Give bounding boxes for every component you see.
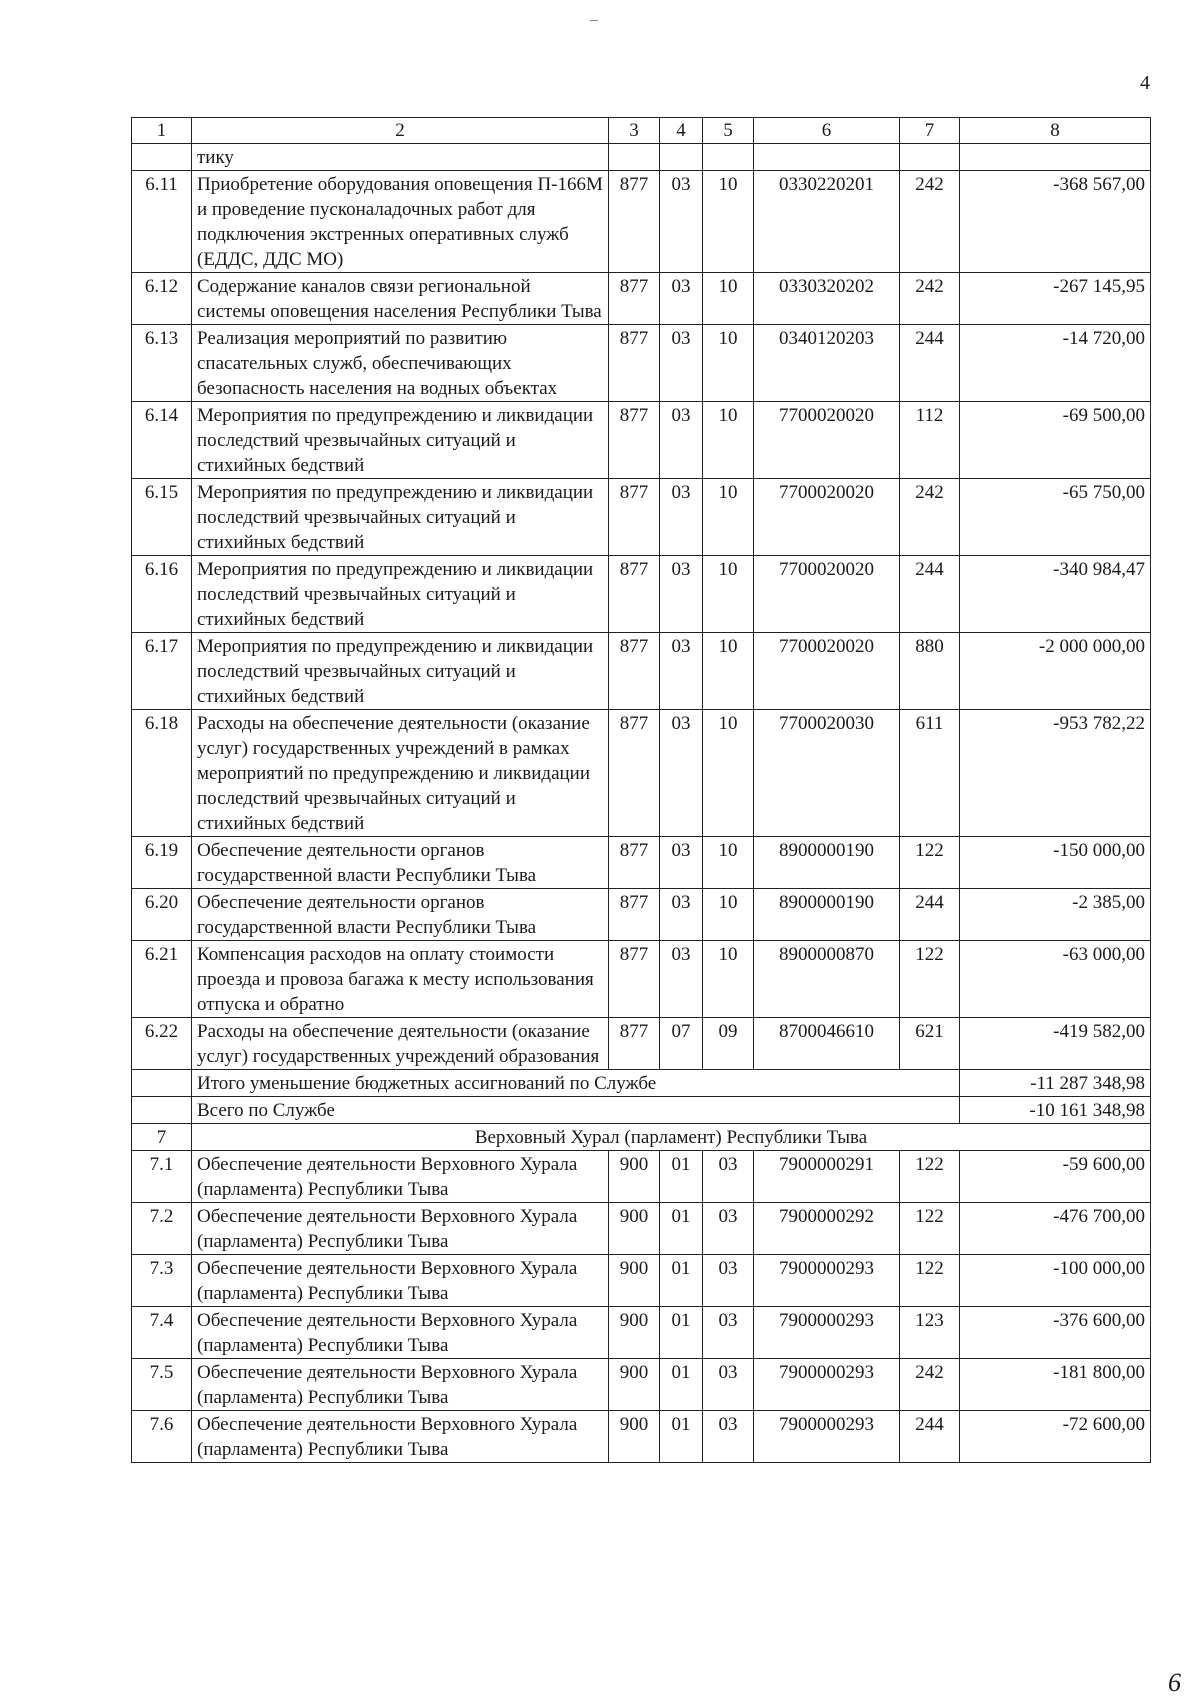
row-subsection-code: 03 <box>703 1307 754 1359</box>
table-row <box>132 837 1151 889</box>
row-amount: -181 800,00 <box>960 1359 1151 1411</box>
row-subsection-code: 10 <box>703 325 754 402</box>
table-row <box>132 1151 1151 1203</box>
row-ministry-code: 900 <box>609 1255 660 1307</box>
row-target-code: 8900000870 <box>754 941 900 1018</box>
row-target-code: 7900000291 <box>754 1151 900 1203</box>
row-section-code: 03 <box>660 837 703 889</box>
row-amount: -376 600,00 <box>960 1307 1151 1359</box>
row-expense-type: 122 <box>900 1151 960 1203</box>
row-ministry-code: 877 <box>609 402 660 479</box>
header-cell: 5 <box>703 118 754 144</box>
section-number: 7 <box>132 1124 192 1151</box>
row-section-code: 03 <box>660 556 703 633</box>
row-number: 6.20 <box>132 889 192 941</box>
row-description: Содержание каналов связи региональной системы оповещения населения Республики Тыва <box>192 273 609 325</box>
row-section-code: 03 <box>660 710 703 837</box>
empty-cell <box>703 144 754 171</box>
row-section-code: 03 <box>660 402 703 479</box>
table-row <box>132 1203 1151 1255</box>
empty-cell <box>609 144 660 171</box>
row-subsection-code: 03 <box>703 1203 754 1255</box>
row-subsection-code: 03 <box>703 1151 754 1203</box>
row-target-code: 7900000293 <box>754 1359 900 1411</box>
row-expense-type: 122 <box>900 837 960 889</box>
table-row <box>132 1411 1151 1463</box>
row-subsection-code: 10 <box>703 941 754 1018</box>
row-section-code: 01 <box>660 1411 703 1463</box>
row-subsection-code: 10 <box>703 171 754 273</box>
section-title: Верховный Хурал (парламент) Республики Тыва <box>192 1124 1151 1151</box>
row-number: 6.21 <box>132 941 192 1018</box>
row-amount: -340 984,47 <box>960 556 1151 633</box>
row-amount: -2 000 000,00 <box>960 633 1151 710</box>
row-expense-type: 244 <box>900 556 960 633</box>
row-section-code: 01 <box>660 1255 703 1307</box>
table-row <box>132 325 1151 402</box>
row-target-code: 7900000293 <box>754 1255 900 1307</box>
row-amount: -69 500,00 <box>960 402 1151 479</box>
row-ministry-code: 900 <box>609 1203 660 1255</box>
row-target-code: 8700046610 <box>754 1018 900 1070</box>
row-section-code: 03 <box>660 325 703 402</box>
row-subsection-code: 10 <box>703 402 754 479</box>
row-description: Обеспечение деятельности Верховного Хурала (парламента) Республики Тыва <box>192 1359 609 1411</box>
row-target-code: 7900000293 <box>754 1307 900 1359</box>
row-description: Обеспечение деятельности Верховного Хурала (парламента) Республики Тыва <box>192 1203 609 1255</box>
row-ministry-code: 877 <box>609 889 660 941</box>
row-amount: -59 600,00 <box>960 1151 1151 1203</box>
row-ministry-code: 877 <box>609 710 660 837</box>
row-expense-type: 621 <box>900 1018 960 1070</box>
row-ministry-code: 900 <box>609 1151 660 1203</box>
row-amount: -953 782,22 <box>960 710 1151 837</box>
row-description: Мероприятия по предупреждению и ликвидации последствий чрезвычайных ситуаций и стихийных бедствий <box>192 633 609 710</box>
total-all-value: -10 161 348,98 <box>960 1097 1151 1124</box>
empty-cell <box>960 144 1151 171</box>
row-subsection-code: 09 <box>703 1018 754 1070</box>
row-ministry-code: 877 <box>609 325 660 402</box>
row-section-code: 03 <box>660 941 703 1018</box>
table-row <box>132 941 1151 1018</box>
header-cell: 3 <box>609 118 660 144</box>
row-number: 7.5 <box>132 1359 192 1411</box>
row-subsection-code: 10 <box>703 479 754 556</box>
header-cell: 2 <box>192 118 609 144</box>
row-expense-type: 244 <box>900 1411 960 1463</box>
row-amount: -63 000,00 <box>960 941 1151 1018</box>
row-number: 6.13 <box>132 325 192 402</box>
row-amount: -100 000,00 <box>960 1255 1151 1307</box>
row-number: 6.18 <box>132 710 192 837</box>
row-expense-type: 242 <box>900 273 960 325</box>
row-section-code: 07 <box>660 1018 703 1070</box>
row-description: Обеспечение деятельности органов государственной власти Республики Тыва <box>192 837 609 889</box>
row-description: Расходы на обеспечение деятельности (оказание услуг) государственных учреждений образования <box>192 1018 609 1070</box>
row-ministry-code: 900 <box>609 1307 660 1359</box>
row-subsection-code: 10 <box>703 556 754 633</box>
continuation-row <box>132 144 1151 171</box>
row-number: 6.11 <box>132 171 192 273</box>
row-expense-type: 244 <box>900 325 960 402</box>
row-target-code: 7900000292 <box>754 1203 900 1255</box>
header-cell: 6 <box>754 118 900 144</box>
empty-cell <box>132 1097 192 1124</box>
row-section-code: 03 <box>660 479 703 556</box>
row-section-code: 03 <box>660 273 703 325</box>
row-number: 7.6 <box>132 1411 192 1463</box>
row-number: 7.4 <box>132 1307 192 1359</box>
row-number: 7.1 <box>132 1151 192 1203</box>
table-row <box>132 479 1151 556</box>
table-row <box>132 1255 1151 1307</box>
row-number: 6.12 <box>132 273 192 325</box>
row-description: Обеспечение деятельности Верховного Хурала (парламента) Республики Тыва <box>192 1255 609 1307</box>
row-amount: -267 145,95 <box>960 273 1151 325</box>
row-description: Компенсация расходов на оплату стоимости проезда и провоза багажа к месту использования отпуска и обратно <box>192 941 609 1018</box>
row-amount: -476 700,00 <box>960 1203 1151 1255</box>
table-row <box>132 1018 1151 1070</box>
header-cell: 8 <box>960 118 1151 144</box>
table-row <box>132 556 1151 633</box>
row-expense-type: 122 <box>900 1203 960 1255</box>
row-expense-type: 242 <box>900 1359 960 1411</box>
empty-cell <box>900 144 960 171</box>
total-all-row <box>132 1097 1151 1124</box>
row-section-code: 01 <box>660 1203 703 1255</box>
row-target-code: 8900000190 <box>754 837 900 889</box>
row-expense-type: 242 <box>900 479 960 556</box>
row-ministry-code: 900 <box>609 1411 660 1463</box>
row-number: 6.17 <box>132 633 192 710</box>
row-target-code: 7700020020 <box>754 556 900 633</box>
row-expense-type: 123 <box>900 1307 960 1359</box>
row-ministry-code: 877 <box>609 171 660 273</box>
row-amount: -2 385,00 <box>960 889 1151 941</box>
row-amount: -150 000,00 <box>960 837 1151 889</box>
row-number: 6.22 <box>132 1018 192 1070</box>
row-expense-type: 244 <box>900 889 960 941</box>
table-row <box>132 633 1151 710</box>
row-target-code: 0330320202 <box>754 273 900 325</box>
row-expense-type: 112 <box>900 402 960 479</box>
row-description: Обеспечение деятельности органов государственной власти Республики Тыва <box>192 889 609 941</box>
row-subsection-code: 03 <box>703 1255 754 1307</box>
row-expense-type: 122 <box>900 1255 960 1307</box>
continuation-text: тику <box>192 144 609 171</box>
row-section-code: 01 <box>660 1359 703 1411</box>
row-expense-type: 122 <box>900 941 960 1018</box>
row-number: 6.16 <box>132 556 192 633</box>
row-expense-type: 611 <box>900 710 960 837</box>
row-ministry-code: 877 <box>609 941 660 1018</box>
row-description: Расходы на обеспечение деятельности (оказание услуг) государственных учреждений в рамках мероприятий по предупреждению и ликвидации последствий чрезвычайных ситуаций и стихийных бедствий <box>192 710 609 837</box>
table-row <box>132 710 1151 837</box>
row-section-code: 01 <box>660 1307 703 1359</box>
total-decrease-label: Итого уменьшение бюджетных ассигнований по Службе <box>192 1070 960 1097</box>
total-decrease-row <box>132 1070 1151 1097</box>
row-number: 7.2 <box>132 1203 192 1255</box>
row-description: Обеспечение деятельности Верховного Хурала (парламента) Республики Тыва <box>192 1307 609 1359</box>
row-number: 7.3 <box>132 1255 192 1307</box>
row-amount: -65 750,00 <box>960 479 1151 556</box>
row-subsection-code: 03 <box>703 1359 754 1411</box>
row-number: 6.15 <box>132 479 192 556</box>
row-ministry-code: 877 <box>609 1018 660 1070</box>
row-description: Мероприятия по предупреждению и ликвидации последствий чрезвычайных ситуаций и стихийных бедствий <box>192 479 609 556</box>
row-subsection-code: 10 <box>703 710 754 837</box>
row-section-code: 01 <box>660 1151 703 1203</box>
row-target-code: 0340120203 <box>754 325 900 402</box>
table-row <box>132 171 1151 273</box>
row-ministry-code: 877 <box>609 837 660 889</box>
row-target-code: 7700020020 <box>754 479 900 556</box>
empty-cell <box>660 144 703 171</box>
row-target-code: 0330220201 <box>754 171 900 273</box>
header-row <box>132 118 1151 144</box>
row-ministry-code: 877 <box>609 633 660 710</box>
empty-cell <box>132 144 192 171</box>
empty-cell <box>754 144 900 171</box>
row-target-code: 7700020030 <box>754 710 900 837</box>
row-ministry-code: 900 <box>609 1359 660 1411</box>
row-description: Обеспечение деятельности Верховного Хурала (парламента) Республики Тыва <box>192 1411 609 1463</box>
table-row <box>132 273 1151 325</box>
total-decrease-value: -11 287 348,98 <box>960 1070 1151 1097</box>
section-row <box>132 1124 1151 1151</box>
row-description: Приобретение оборудования оповещения П-166М и проведение пусконаладочных работ для подключения экстренных оперативных служб (ЕДДС, ДДС МО) <box>192 171 609 273</box>
row-section-code: 03 <box>660 889 703 941</box>
row-section-code: 03 <box>660 171 703 273</box>
row-target-code: 7700020020 <box>754 633 900 710</box>
row-target-code: 8900000190 <box>754 889 900 941</box>
header-cell: 7 <box>900 118 960 144</box>
row-expense-type: 880 <box>900 633 960 710</box>
row-amount: -72 600,00 <box>960 1411 1151 1463</box>
row-description: Мероприятия по предупреждению и ликвидации последствий чрезвычайных ситуаций и стихийных бедствий <box>192 556 609 633</box>
row-ministry-code: 877 <box>609 479 660 556</box>
table-row <box>132 889 1151 941</box>
table-row <box>132 1359 1151 1411</box>
row-number: 6.14 <box>132 402 192 479</box>
row-subsection-code: 10 <box>703 837 754 889</box>
row-target-code: 7900000293 <box>754 1411 900 1463</box>
row-subsection-code: 10 <box>703 633 754 710</box>
row-expense-type: 242 <box>900 171 960 273</box>
row-amount: -14 720,00 <box>960 325 1151 402</box>
corner-mark: 6 <box>1168 1668 1181 1697</box>
row-ministry-code: 877 <box>609 273 660 325</box>
row-description: Мероприятия по предупреждению и ликвидации последствий чрезвычайных ситуаций и стихийных бедствий <box>192 402 609 479</box>
row-subsection-code: 10 <box>703 273 754 325</box>
row-number: 6.19 <box>132 837 192 889</box>
page-number: 4 <box>1140 72 1150 94</box>
row-amount: -419 582,00 <box>960 1018 1151 1070</box>
header-cell: 4 <box>660 118 703 144</box>
row-section-code: 03 <box>660 633 703 710</box>
scan-mark <box>590 20 598 21</box>
row-subsection-code: 10 <box>703 889 754 941</box>
row-target-code: 7700020020 <box>754 402 900 479</box>
row-amount: -368 567,00 <box>960 171 1151 273</box>
row-subsection-code: 03 <box>703 1411 754 1463</box>
table-row <box>132 1307 1151 1359</box>
total-all-label: Всего по Службе <box>192 1097 960 1124</box>
row-description: Реализация мероприятий по развитию спасательных служб, обеспечивающих безопасность населения на водных объектах <box>192 325 609 402</box>
row-ministry-code: 877 <box>609 556 660 633</box>
table-row <box>132 402 1151 479</box>
empty-cell <box>132 1070 192 1097</box>
row-description: Обеспечение деятельности Верховного Хурала (парламента) Республики Тыва <box>192 1151 609 1203</box>
header-cell: 1 <box>132 118 192 144</box>
budget-table <box>131 117 1151 1463</box>
